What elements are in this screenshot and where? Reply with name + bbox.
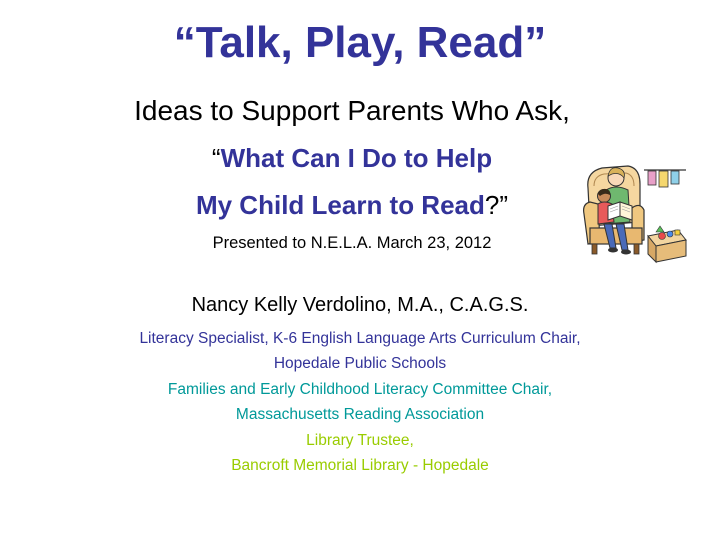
close-quote: ?”	[484, 190, 509, 220]
author-name: Nancy Kelly Verdolino, M.A., C.A.G.S.	[191, 294, 529, 316]
subtitle-line-1: Ideas to Support Parents Who Ask,	[134, 95, 570, 126]
affiliation-library-trustee: Library Trustee,	[306, 432, 414, 449]
parent-reading-clipart-icon	[582, 152, 688, 264]
affiliation-bancroft-library: Bancroft Memorial Library - Hopedale	[231, 457, 489, 474]
slide-title: “Talk, Play, Read”	[173, 18, 547, 67]
question-part-1: What Can I Do to Help	[220, 143, 493, 173]
affiliation-committee-chair: Families and Early Childhood Literacy Committee Chair,	[167, 381, 553, 398]
open-quote: “	[211, 143, 221, 173]
presented-line: Presented to N.E.L.A. March 23, 2012	[212, 234, 492, 252]
affiliation-mra: Massachusetts Reading Association	[235, 406, 485, 423]
affiliation-hopedale-schools: Hopedale Public Schools	[273, 355, 447, 372]
affiliation-literacy-specialist: Literacy Specialist, K-6 English Language Arts Curriculum Chair,	[139, 330, 581, 347]
question-part-2: My Child Learn to Read	[195, 190, 485, 220]
